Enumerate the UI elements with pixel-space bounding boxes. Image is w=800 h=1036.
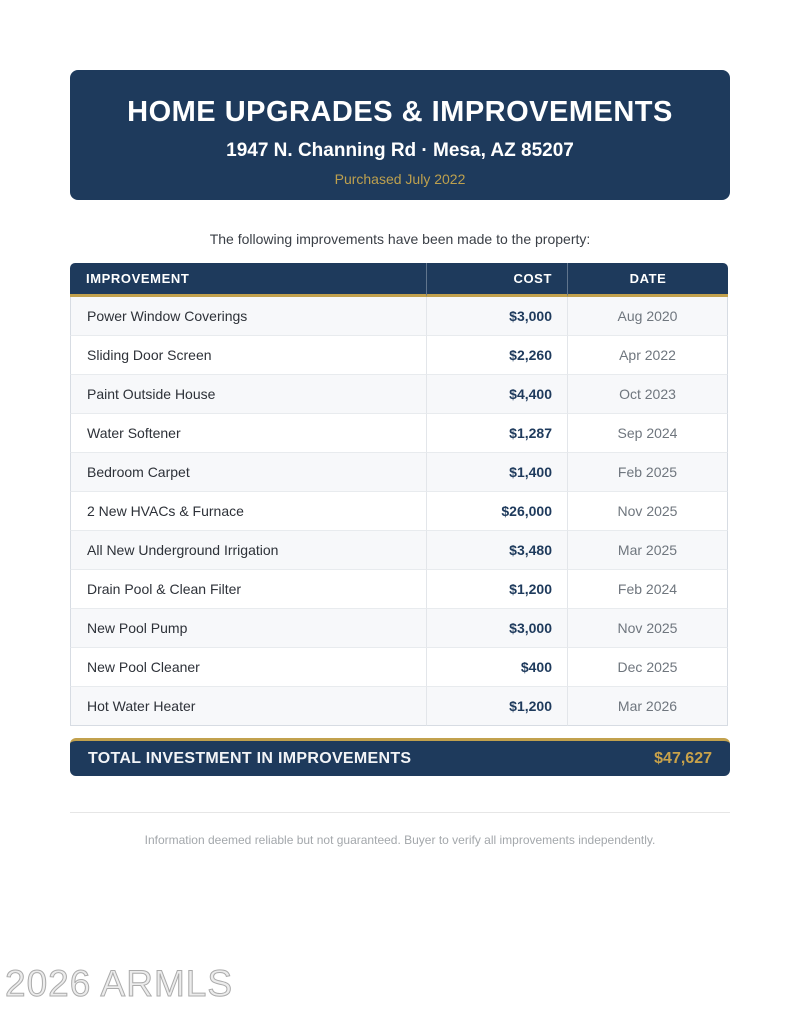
table-row [70,336,728,375]
table-row [70,531,728,570]
disclaimer-text: Information deemed reliable but not guaranteed. Buyer to verify all improvements independently. [144,833,656,847]
total-value: $47,627 [654,749,712,767]
header-banner [70,70,730,200]
cost-cell: $1,200 [426,687,567,726]
improvement-cell: New Pool Cleaner [70,648,426,687]
table-row [70,687,728,726]
improvement-cell: Drain Pool & Clean Filter [70,570,426,609]
cost-cell: $1,200 [426,570,567,609]
improvement-cell: Power Window Coverings [70,297,426,336]
purchase-date: Purchased July 2022 [334,170,466,187]
cost-cell: $26,000 [426,492,567,531]
table-row [70,297,728,336]
column-header-cost: COST [426,263,567,297]
date-cell: Mar 2025 [567,531,728,570]
improvement-cell: Hot Water Heater [70,687,426,726]
total-bar [70,738,730,776]
watermark-text: 2026 ARMLS [5,963,234,1004]
date-cell: Apr 2022 [567,336,728,375]
table-row [70,648,728,687]
cost-cell: $4,400 [426,375,567,414]
intro-text: The following improvements have been made to the property: [209,231,591,247]
page-title: HOME UPGRADES & IMPROVEMENTS [127,96,673,128]
date-cell: Sep 2024 [567,414,728,453]
property-address: 1947 N. Channing Rd · Mesa, AZ 85207 [226,139,574,161]
improvement-cell: All New Underground Irrigation [70,531,426,570]
table-header [70,263,728,297]
column-header-date: DATE [567,263,728,297]
date-cell: Nov 2025 [567,609,728,648]
date-cell: Nov 2025 [567,492,728,531]
improvement-cell: Paint Outside House [70,375,426,414]
table-row [70,414,728,453]
table-row [70,609,728,648]
improvement-cell: Sliding Door Screen [70,336,426,375]
total-label: TOTAL INVESTMENT IN IMPROVEMENTS [88,749,412,767]
date-cell: Dec 2025 [567,648,728,687]
cost-cell: $3,000 [426,297,567,336]
cost-cell: $3,000 [426,609,567,648]
date-cell: Feb 2025 [567,453,728,492]
table-row [70,570,728,609]
cost-cell: $1,400 [426,453,567,492]
improvement-cell: 2 New HVACs & Furnace [70,492,426,531]
date-cell: Mar 2026 [567,687,728,726]
improvement-cell: New Pool Pump [70,609,426,648]
table-row [70,492,728,531]
improvements-table-wrapper [70,263,730,726]
date-cell: Aug 2020 [567,297,728,336]
document-page [70,70,730,847]
table-body [70,297,728,726]
improvement-cell: Bedroom Carpet [70,453,426,492]
table-row [70,453,728,492]
cost-cell: $2,260 [426,336,567,375]
cost-cell: $1,287 [426,414,567,453]
footer-divider [70,812,730,813]
column-header-improvement: IMPROVEMENT [70,263,426,297]
improvement-cell: Water Softener [70,414,426,453]
table-row [70,375,728,414]
date-cell: Oct 2023 [567,375,728,414]
cost-cell: $3,480 [426,531,567,570]
improvements-table [70,263,728,726]
date-cell: Feb 2024 [567,570,728,609]
cost-cell: $400 [426,648,567,687]
